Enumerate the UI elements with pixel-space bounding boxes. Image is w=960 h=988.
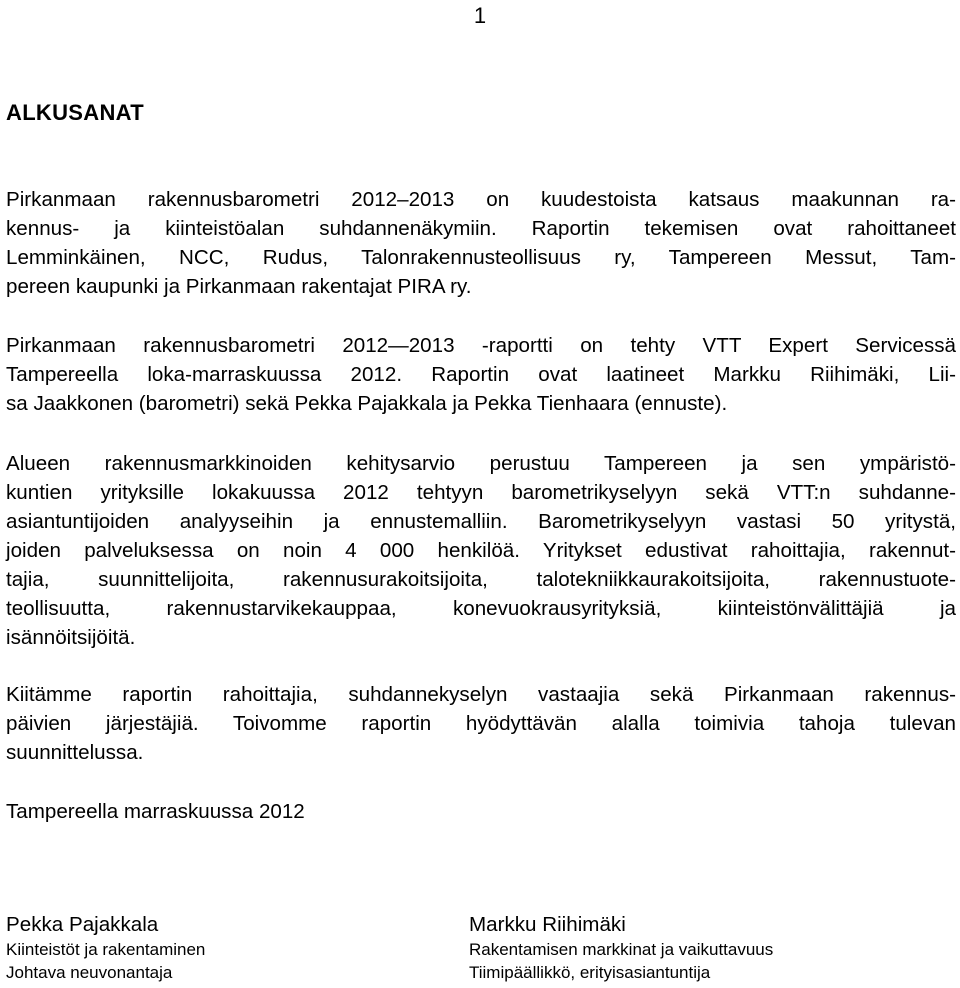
text-line: suunnittelussa. — [6, 741, 144, 764]
text-line: kennus- ja kiinteistöalan suhdannenäkymiin. Raportin tekemisen ovat rahoittaneet — [6, 217, 956, 240]
section-heading: ALKUSANAT — [6, 100, 144, 125]
text-line: kuntien yrityksille lokakuussa 2012 tehtyyn barometrikyselyyn sekä VTT:n suhdanne- — [6, 481, 956, 504]
place-date — [6, 797, 956, 826]
text-line: isännöitsijöitä. — [6, 626, 136, 649]
paragraph-thanks — [6, 680, 956, 767]
signature-block-left — [6, 912, 205, 984]
paragraph-funding — [6, 185, 956, 301]
text-line: teollisuutta, rakennustarvikekauppaa, konevuokrausyrityksiä, kiinteistönvälittäjiä ja — [6, 597, 956, 620]
signature-title: Tiimipäällikkö, erityisasiantuntija — [469, 963, 711, 982]
text-line: päivien järjestäjiä. Toivomme raportin hyödyttävän alalla toimivia tahoja tulevan — [6, 712, 956, 735]
text-line: Lemminkäinen, NCC, Rudus, Talonrakennusteollisuus ry, Tampereen Messut, Tam- — [6, 246, 956, 269]
text-line: Kiitämme raportin rahoittajia, suhdannekyselyn vastaajia sekä Pirkanmaan rakennus- — [6, 683, 956, 706]
text-line: Pirkanmaan rakennusbarometri 2012—2013 -raportti on tehty VTT Expert Servicessä — [6, 334, 956, 357]
signature-unit: Kiinteistöt ja rakentaminen — [6, 940, 206, 959]
text-line: sa Jaakkonen (barometri) sekä Pekka Pajakkala ja Pekka Tienhaara (ennuste). — [6, 392, 728, 415]
text-line: joiden palveluksessa on noin 4 000 henkilöä. Yritykset edustivat rahoittajia, rakennut- — [6, 539, 956, 562]
signature-unit: Rakentamisen markkinat ja vaikuttavuus — [469, 940, 774, 959]
paragraph-methodology — [6, 449, 956, 652]
text-line: tajia, suunnittelijoita, rakennusurakoitsijoita, talotekniikkaurakoitsijoita, rakennustuote- — [6, 568, 956, 591]
text-line: Pirkanmaan rakennusbarometri 2012–2013 on kuudestoista katsaus maakunnan ra- — [6, 188, 956, 211]
text-line: Tampereella marraskuussa 2012 — [6, 800, 305, 823]
signature-block-right — [469, 912, 773, 984]
paragraph-authors — [6, 331, 956, 418]
signature-title: Johtava neuvonantaja — [6, 963, 173, 982]
signature-name: Markku Riihimäki — [469, 913, 626, 936]
text-line: pereen kaupunki ja Pirkanmaan rakentajat PIRA ry. — [6, 275, 472, 298]
text-line: Alueen rakennusmarkkinoiden kehitysarvio perustuu Tampereen ja sen ympäristö- — [6, 452, 956, 475]
text-line: asiantuntijoiden analyyseihin ja ennustemalliin. Barometrikyselyyn vastasi 50 yritystä, — [6, 510, 956, 533]
text-line: Tampereella loka-marraskuussa 2012. Raportin ovat laatineet Markku Riihimäki, Lii- — [6, 363, 956, 386]
signature-name: Pekka Pajakkala — [6, 913, 159, 936]
page-number: 1 — [473, 3, 487, 28]
